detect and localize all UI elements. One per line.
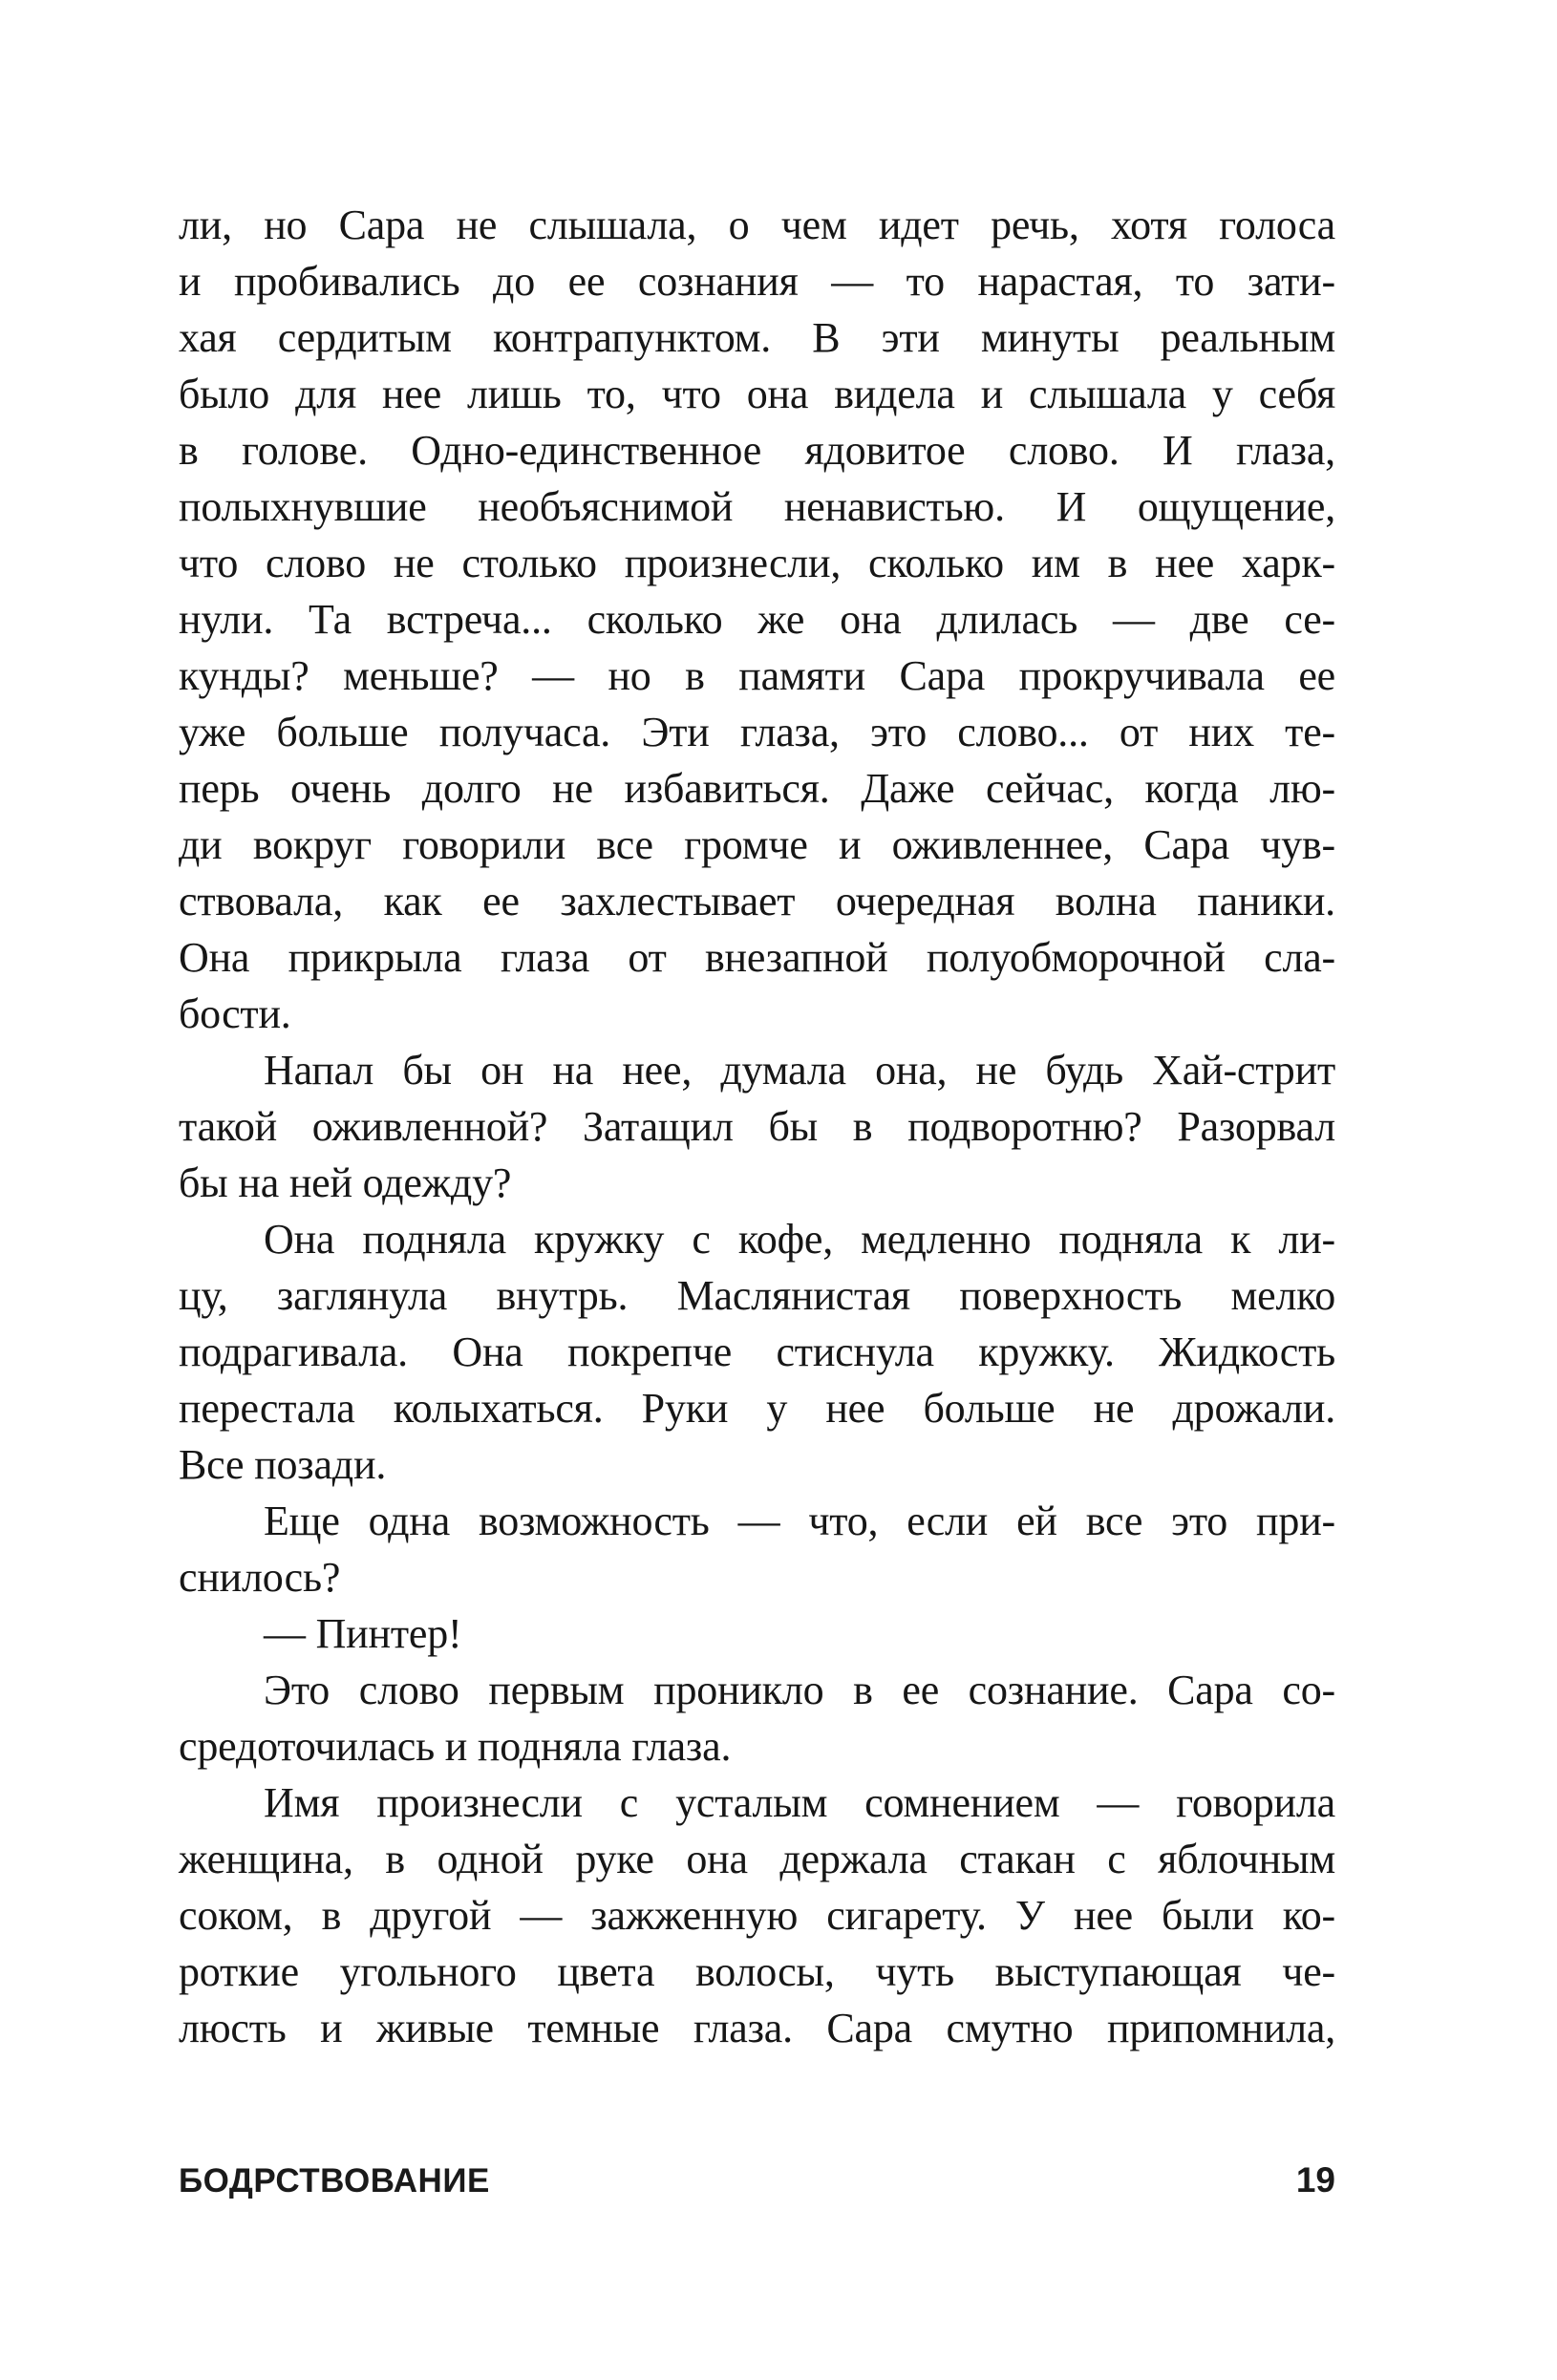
text-line: соком, в другой — зажженную сигарету. У нее были ко- xyxy=(179,1892,1335,1939)
text-line: было для нее лишь то, что она видела и слышала у себя xyxy=(179,371,1335,417)
text-line: роткие угольного цвета волосы, чуть выступающая че- xyxy=(179,1948,1335,1995)
text-line: подрагивала. Она покрепче стиснула кружку. Жидкость xyxy=(179,1328,1335,1375)
text-line: что слово не столько произнесли, сколько им в нее харк- xyxy=(179,540,1335,586)
text-line: Она прикрыла глаза от внезапной полуобморочной сла- xyxy=(179,934,1335,981)
text-line: люсть и живые темные глаза. Сара смутно припомнила, xyxy=(179,2005,1335,2051)
text-line: перестала колыхаться. Руки у нее больше не дрожали. xyxy=(179,1385,1335,1432)
text-line: бы на ней одежду? xyxy=(179,1159,512,1206)
text-line: в голове. Одно-единственное ядовитое слово. И глаза, xyxy=(179,427,1335,474)
text-line: Напал бы он на нее, думала она, не будь Хай-стрит xyxy=(264,1047,1335,1094)
text-line: Имя произнесли с усталым сомнением — говорила xyxy=(264,1779,1335,1826)
dialogue-line: — Пинтер! xyxy=(264,1610,462,1657)
text-line: такой оживленной? Затащил бы в подворотню? Разорвал xyxy=(179,1103,1335,1150)
text-line: цу, заглянула внутрь. Маслянистая поверхность мелко xyxy=(179,1272,1335,1319)
text-line: полыхнувшие необъяснимой ненавистью. И ощущение, xyxy=(179,483,1335,530)
text-line: средоточилась и подняла глаза. xyxy=(179,1723,732,1770)
text-line: снилось? xyxy=(179,1554,341,1601)
text-line: кунды? меньше? — но в памяти Сара прокручивала ее xyxy=(179,652,1335,699)
page-footer xyxy=(179,2160,1335,2200)
text-line: хая сердитым контрапунктом. В эти минуты реальным xyxy=(179,314,1335,361)
text-line: бости. xyxy=(179,990,291,1037)
text-line: перь очень долго не избавиться. Даже сейчас, когда лю- xyxy=(179,765,1335,812)
text-line: уже больше получаса. Эти глаза, это слово... от них те- xyxy=(179,709,1335,755)
text-line: женщина, в одной руке она держала стакан с яблочным xyxy=(179,1836,1335,1882)
text-line: Еще одна возможность — что, если ей все это при- xyxy=(264,1498,1335,1544)
text-line: нули. Та встреча... сколько же она длилась — две се- xyxy=(179,596,1335,643)
text-line: Все позади. xyxy=(179,1441,387,1488)
text-line: Это слово первым проникло в ее сознание. Сара со- xyxy=(264,1667,1335,1713)
page-number: 19 xyxy=(1295,2160,1335,2199)
page-text xyxy=(179,197,1335,2056)
text-line: и пробивались до ее сознания — то нарастая, то зати- xyxy=(179,258,1335,305)
text-line: ствовала, как ее захлестывает очередная волна паники. xyxy=(179,878,1335,924)
text-line: ли, но Сара не слышала, о чем идет речь, хотя голоса xyxy=(179,202,1335,248)
running-title: БОДРСТВОВАНИЕ xyxy=(179,2162,490,2199)
text-line: Она подняла кружку с кофе, медленно подняла к ли- xyxy=(264,1216,1335,1263)
text-line: ди вокруг говорили все громче и оживленнее, Сара чув- xyxy=(179,821,1335,868)
